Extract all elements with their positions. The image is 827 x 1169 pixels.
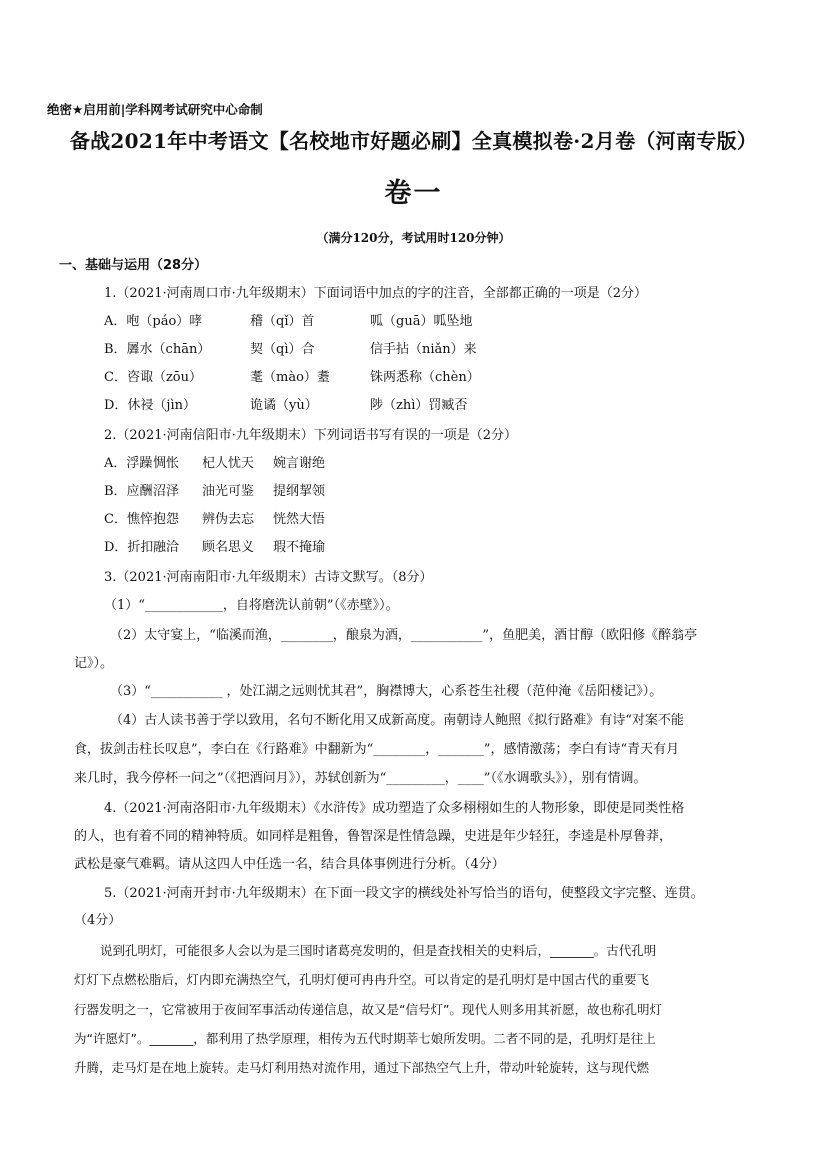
- option-text: 诡谲（yù）: [250, 398, 318, 413]
- option-text: 顾名思义: [202, 540, 255, 555]
- option-text: B．应酬: [104, 484, 153, 499]
- option-text: 铢两悉称（chèn）: [370, 370, 480, 385]
- question-4-cont: 的人，也有着不同的精神特质。如同样是粗鲁，鲁智深是性情急躁，史进是年少轻狂，李逵是朴厚鲁莽，: [74, 829, 673, 844]
- question-2-stem: 2.（2021·河南信阳市·九年级期末）下列词语书写有误的一项是（2分）: [104, 428, 518, 443]
- q3-item-1: （1）“____________，自将磨洗认前朝”（《赤壁》）。: [104, 598, 399, 613]
- confidential-note: 绝密★启用前|学科网考试研究中心命制: [47, 102, 263, 117]
- q3-item-4-cont: 食，拔剑击柱长叹息”，李白在《行路难》中翻新为“________，_______”，感情激荡；李白有诗“青天有月: [74, 742, 680, 757]
- option-text: 稽（qǐ）首: [250, 314, 315, 329]
- q2-option-c: [104, 512, 325, 528]
- q3-item-4-cont: 来几时，我今停杯一问之”（《把酒问月》），苏轼创新为“_________，____”（《水调歌头》），别有情调。: [74, 771, 647, 786]
- option-text: 提纲挈领: [273, 484, 326, 499]
- question-5-cont: （4分）: [74, 913, 122, 928]
- question-1-stem: 1.（2021·河南周口市·九年级期末）下面词语中加点的字的注音，全部都正确的一项是（2分）: [104, 286, 648, 301]
- option-text: 融洽: [153, 540, 180, 555]
- option-text: D．折扣: [104, 540, 154, 555]
- q3-item-3: （3）“___________ ，处江湖之远则忧其君”，胸襟博大，心系苍生社稷（范仲淹《岳阳楼记》）。: [110, 684, 663, 699]
- q5-passage-line: 为“许愿灯”。_______，都利用了热学原理，相传为五代时期莘七娘所发明。二者不同的是，孔明灯是往上: [74, 1031, 656, 1046]
- option-text: 抱怨: [153, 512, 180, 527]
- option-text: 耄（mào）耋: [250, 370, 330, 385]
- option-text: A．浮躁: [104, 456, 153, 471]
- q1-option-c: [104, 370, 480, 386]
- option-text: 呱（guā）呱坠地: [370, 314, 473, 329]
- option-text: D．休祲（jìn）: [104, 398, 196, 413]
- question-4-stem: 4.（2021·河南洛阳市·九年级期末）《水浒传》成功塑造了众多栩栩如生的人物形象，即使是同类性格: [104, 801, 685, 816]
- section-heading: 一、基础与运用（28分）: [59, 258, 208, 273]
- option-text: 惆怅: [153, 456, 180, 471]
- q3-item-2: （2）太守宴上，“临溪而渔，________，酿泉为酒，___________”，鱼肥美，酒甘醇（欧阳修《醉翁亭: [110, 628, 698, 643]
- option-text: 恍然大悟: [273, 512, 326, 527]
- option-text: 陟（zhì）罚臧否: [370, 398, 468, 413]
- q2-option-d: [104, 540, 325, 556]
- option-text: C．咨诹（zōu）: [104, 370, 202, 385]
- question-3-stem: 3.（2021·河南南阳市·九年级期末）古诗文默写。（8分）: [104, 570, 433, 585]
- option-text: 杞人忧天: [202, 456, 255, 471]
- exam-title: 备战2021年中考语文【名校地市好题必刷】全真模拟卷·2月卷（河南专版）: [69, 129, 758, 153]
- q1-option-a: [104, 314, 472, 330]
- option-text: A．咆（páo）哮: [104, 314, 203, 329]
- question-4-cont: 武松是豪气难羁。请从这四人中任选一名，结合具体事例进行分析。（4分）: [74, 857, 505, 872]
- q2-option-a: [104, 456, 325, 472]
- q5-passage-line: 灯灯下点燃松脂后，灯内即充满热空气，孔明灯便可冉冉升空。可以肯定的是孔明灯是中国古代的重要飞: [74, 972, 650, 987]
- option-text: 契（qì）合: [250, 342, 315, 357]
- q1-option-b: [104, 342, 477, 358]
- paper-subtitle: 卷一: [384, 178, 443, 209]
- q5-passage-line: 行器发明之一，它常被用于夜间军事活动传递信息，故又是“信号灯”。现代人则多用其祈愿，故也称孔明灯: [74, 1002, 662, 1017]
- option-text: 信手拈（niǎn）来: [370, 342, 477, 357]
- q2-option-b: [104, 484, 325, 500]
- option-text: 辨伪去忘: [202, 512, 255, 527]
- q1-option-d: [104, 398, 467, 414]
- option-text: 油光可鉴: [202, 484, 255, 499]
- option-text: 婉言谢绝: [273, 456, 326, 471]
- q3-item-2-cont: 记》）。: [74, 656, 114, 671]
- question-5-stem: 5.（2021·河南开封市·九年级期末）在下面一段文字的横线处补写恰当的语句，使整段文字完整、连贯。: [104, 886, 704, 901]
- score-info: （满分120分，考试用时120分钟）: [316, 231, 511, 245]
- option-text: 沼泽: [153, 484, 180, 499]
- option-text: C．憔悴: [104, 512, 153, 527]
- option-text: 瑕不掩瑜: [273, 540, 326, 555]
- q3-item-4: （4）古人读书善于学以致用，名句不断化用又成新高度。南朝诗人鲍照《拟行路难》有诗“对案不能: [110, 713, 684, 728]
- q5-passage-line: 升腾，走马灯是在地上旋转。走马灯利用热对流作用，通过下部热空气上升，带动叶轮旋转，这与现代燃: [74, 1060, 650, 1075]
- option-text: B．羼水（chān）: [104, 342, 211, 357]
- q5-passage-line: 说到孔明灯，可能很多人会以为是三国时诸葛亮发明的，但是查找相关的史料后，_______。古代孔明: [100, 943, 657, 958]
